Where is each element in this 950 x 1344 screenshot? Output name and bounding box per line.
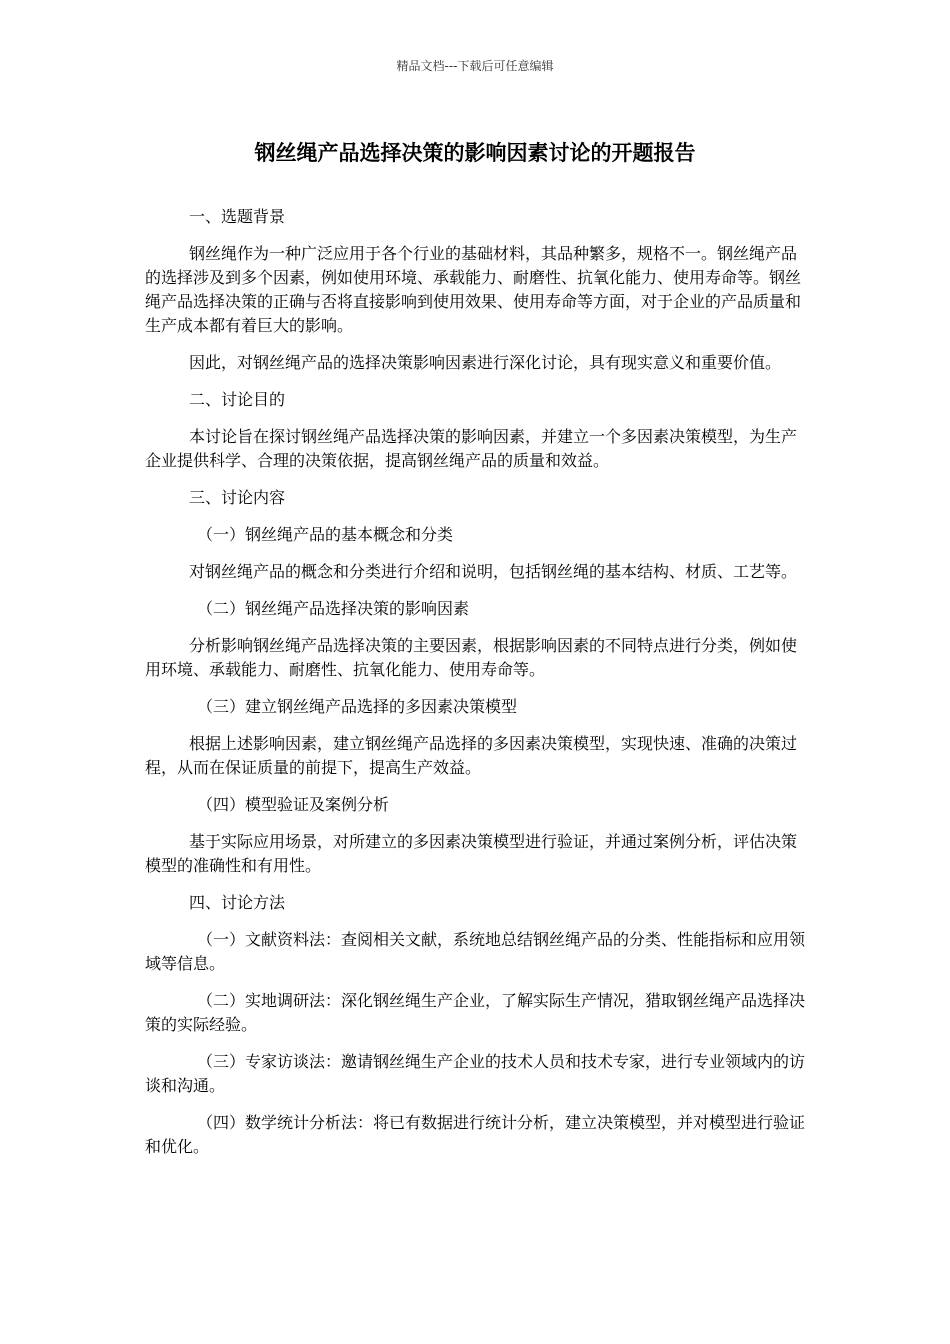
subsection-title: 模型验证及案例分析 bbox=[245, 795, 390, 814]
document-title: 钢丝绳产品选择决策的影响因素讨论的开题报告 bbox=[254, 141, 696, 165]
subsection-title: 钢丝绳产品选择决策的影响因素 bbox=[245, 599, 470, 618]
subsection-heading bbox=[145, 793, 805, 817]
paragraph: 对钢丝绳产品的概念和分类进行介绍和说明，包括钢丝绳的基本结构、材质、工艺等。 bbox=[189, 562, 798, 581]
subsection-heading bbox=[145, 695, 805, 719]
document-body bbox=[145, 205, 805, 1172]
method-paragraph: （四）数学统计分析法：将已有数据进行统计分析，建立决策模型，并对模型进行验证和优化。 bbox=[145, 1113, 806, 1156]
section-heading-methods: 四、讨论方法 bbox=[189, 893, 286, 912]
subsection-title: 钢丝绳产品的基本概念和分类 bbox=[245, 525, 454, 544]
subsection-marker: （三） bbox=[197, 697, 246, 716]
paragraph: 因此，对钢丝绳产品的选择决策影响因素进行深化讨论，具有现实意义和重要价值。 bbox=[189, 353, 782, 372]
paragraph: 分析影响钢丝绳产品选择决策的主要因素，根据影响因素的不同特点进行分类，例如使用环境、承载能力、耐磨性、抗氧化能力、使用寿命等。 bbox=[145, 636, 798, 679]
section-heading-background: 一、选题背景 bbox=[189, 207, 286, 226]
subsection-marker: （一） bbox=[197, 525, 246, 544]
page-header: 精品文档---下载后可任意编辑 bbox=[396, 59, 554, 73]
paragraph: 钢丝绳作为一种广泛应用于各个行业的基础材料，其品种繁多，规格不一。钢丝绳产品的选择涉及到多个因素，例如使用环境、承载能力、耐磨性、抗氧化能力、使用寿命等。钢丝绳产品选择决策的正确与否将直接影响到使用效果、使用寿命等方面，对于企业的产品质量和生产成本都有着巨大的影响。 bbox=[145, 244, 802, 335]
section-heading-purpose: 二、讨论目的 bbox=[189, 390, 286, 409]
subsection-marker: （二） bbox=[197, 599, 246, 618]
method-paragraph: （三）专家访谈法：邀请钢丝绳生产企业的技术人员和技术专家，进行专业领域内的访谈和沟通。 bbox=[145, 1052, 806, 1095]
paragraph: 基于实际应用场景，对所建立的多因素决策模型进行验证，并通过案例分析，评估决策模型的准确性和有用性。 bbox=[145, 832, 798, 875]
paragraph: 本讨论旨在探讨钢丝绳产品选择决策的影响因素，并建立一个多因素决策模型，为生产企业提供科学、合理的决策依据，提高钢丝绳产品的质量和效益。 bbox=[145, 427, 798, 470]
method-paragraph: （一）文献资料法：查阅相关文献，系统地总结钢丝绳产品的分类、性能指标和应用领域等信息。 bbox=[145, 930, 806, 973]
subsection-marker: （四） bbox=[197, 795, 246, 814]
subsection-title: 建立钢丝绳产品选择的多因素决策模型 bbox=[245, 697, 518, 716]
section-heading-content: 三、讨论内容 bbox=[189, 488, 286, 507]
paragraph: 根据上述影响因素，建立钢丝绳产品选择的多因素决策模型，实现快速、准确的决策过程，从而在保证质量的前提下，提高生产效益。 bbox=[145, 734, 798, 777]
subsection-heading bbox=[145, 523, 805, 547]
subsection-heading bbox=[145, 597, 805, 621]
method-paragraph: （二）实地调研法：深化钢丝绳生产企业，了解实际生产情况，猎取钢丝绳产品选择决策的实际经验。 bbox=[145, 991, 806, 1034]
